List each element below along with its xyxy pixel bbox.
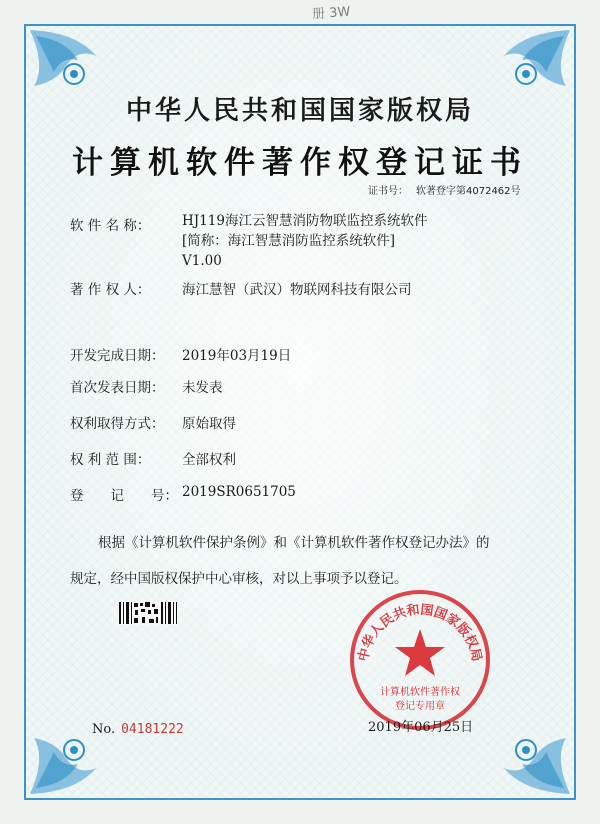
certificate-number-value: 软著登字第4072462号	[416, 186, 521, 197]
svg-text:登记专用章: 登记专用章	[395, 701, 445, 712]
software-short-name: [简称：海江智慧消防监控系统软件]	[182, 233, 396, 249]
field-development-date	[70, 344, 292, 364]
handwritten-note: 册 3W	[311, 4, 351, 23]
field-registration-number	[70, 484, 296, 504]
statement-line-1: 根据《计算机软件保护条例》和《计算机软件著作权登记办法》的	[98, 535, 490, 551]
field-value: 原始取得	[182, 416, 236, 432]
field-value: 2019SR0651705	[182, 484, 296, 500]
statement-line-2: 规定，经中国版权保护中心审核，对以上事项予以登记。	[70, 571, 408, 587]
field-label: 软 件 名 称：	[70, 218, 151, 234]
field-label: 权 利 范 围：	[70, 452, 151, 468]
official-seal-icon	[345, 585, 495, 735]
issue-date: 2019年06月25日	[368, 720, 474, 735]
field-value: 2019年03月19日	[182, 348, 292, 364]
field-label: 登 记 号：	[70, 488, 178, 504]
field-copyright-owner	[70, 278, 412, 298]
serial-number	[92, 722, 184, 737]
field-value: 全部权利	[182, 452, 236, 468]
field-first-publication-date	[70, 376, 223, 396]
certificate-title: 计算机软件著作权登记证书	[72, 145, 528, 181]
field-software-name	[70, 213, 428, 269]
certificate-number-label: 证书号：	[368, 186, 408, 197]
field-rights-scope	[70, 448, 236, 468]
software-version: V1.00	[182, 253, 222, 269]
field-value: 海江慧智（武汉）物联网科技有限公司	[182, 282, 412, 298]
serial-value: 04181222	[121, 722, 184, 737]
field-label: 首次发表日期：	[70, 380, 165, 396]
serial-prefix: No.	[92, 722, 116, 737]
qr-barcode-icon	[118, 601, 178, 625]
issuing-authority: 中华人民共和国国家版权局	[125, 96, 474, 126]
field-value	[182, 211, 427, 271]
svg-text:中华人民共和国国家版权局: 中华人民共和国国家版权局	[356, 602, 484, 663]
field-value: 未发表	[182, 380, 223, 396]
software-full-name: HJ119海江云智慧消防物联监控系统软件	[182, 213, 428, 229]
corner-ornament-icon	[26, 698, 126, 798]
svg-text:计算机软件著作权: 计算机软件著作权	[380, 687, 460, 698]
field-label: 著 作 权 人：	[70, 282, 151, 298]
field-label: 权利取得方式：	[70, 416, 165, 432]
field-acquisition-method	[70, 412, 236, 432]
field-label: 开发完成日期：	[70, 348, 165, 364]
certificate-number	[368, 182, 521, 197]
